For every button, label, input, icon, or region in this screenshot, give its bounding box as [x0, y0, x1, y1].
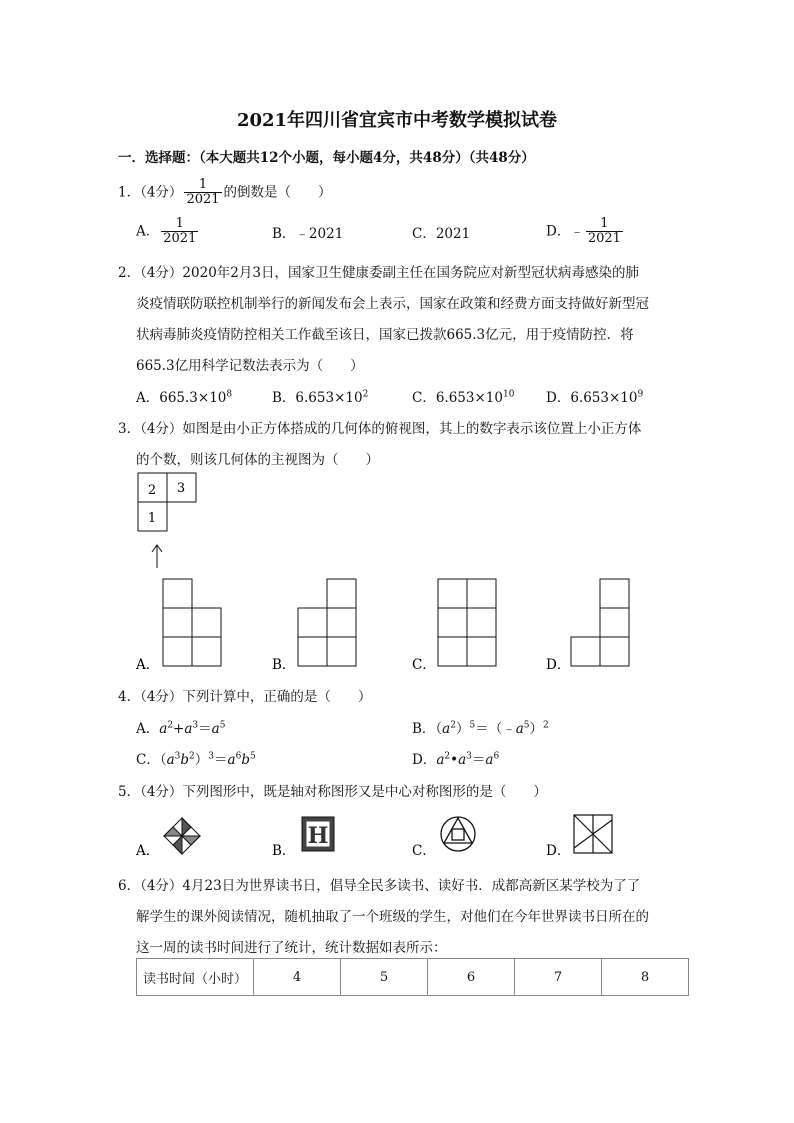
option-text: A．665.3×10: [136, 390, 227, 406]
exponent: 8: [226, 389, 233, 400]
table-cell: 6: [428, 959, 515, 996]
grid-value: 3: [176, 481, 186, 496]
page-title: 2021年四川省宜宾市中考数学模拟试卷: [236, 110, 558, 131]
table-cell: 4: [254, 959, 341, 996]
h-letter: H: [307, 823, 329, 849]
q1-option-c: C．2021: [412, 226, 471, 242]
table-cell: 5: [341, 959, 428, 996]
q5-option-a-label: A．: [136, 843, 160, 859]
question-6-line-3: 这一周的读书时间进行了统计，统计数据如表所示：: [136, 940, 447, 956]
option-text: D．6.653×10: [546, 390, 638, 406]
table-cell: 8: [602, 959, 689, 996]
fraction-numerator: 1: [184, 178, 221, 193]
question-2-line-1: 2．（4分）2020年2月3日，国家卫生健康委副主任在国务院应对新型冠状病毒感染的肺: [118, 265, 639, 281]
question-1-tail: 的倒数是（ ）: [223, 184, 332, 201]
question-2-line-4: 665.3亿用科学记数法表示为（ ）: [136, 358, 364, 374]
grid-value: 1: [147, 511, 157, 526]
q3-option-b-label: B．: [272, 657, 296, 673]
q3-option-c-label: C．: [412, 657, 436, 673]
option-label: A．: [136, 223, 160, 240]
fraction-numerator: 1: [586, 217, 623, 232]
q5-option-d-square-figure: [574, 815, 612, 853]
q1-option-b: B．﹣2021: [272, 226, 344, 242]
q5-option-b-label: B．: [272, 843, 296, 859]
option-text: C．6.653×10: [412, 390, 503, 406]
section-heading: 一．选择题：（本大题共12个小题，每小题4分，共48分）（共48分）: [118, 150, 535, 166]
exponent: 2: [362, 389, 369, 400]
question-3-line-2: 的个数，则该几何体的主视图为（ ）: [136, 452, 379, 468]
q4-option-d: D．$a^2•a^3=a^6$: [412, 751, 500, 768]
exponent: 10: [502, 389, 515, 400]
option-text: B．6.653×10: [272, 390, 363, 406]
reading-time-table: [136, 958, 689, 996]
q4-option-a: A．$a^2+a^3=a^5$: [136, 720, 226, 737]
q3-option-d-label: D．: [546, 657, 571, 673]
question-6-line-2: 解学生的课外阅读情况，随机抽取了一个班级的学生，对他们在今年世界读书日所在的: [136, 909, 649, 925]
question-4-stem: 4．（4分）下列计算中，正确的是（ ）: [118, 689, 372, 705]
q5-option-c-label: C．: [412, 843, 436, 859]
option-label: D．﹣: [546, 223, 584, 240]
table-row: [137, 959, 689, 996]
option-label: A．: [136, 721, 160, 737]
question-6-line-1: 6．（4分）4月23日为世界读书日，倡导全民多读书、读好书．成都高新区某学校为了了: [118, 878, 641, 894]
fraction-numerator: 1: [161, 217, 198, 232]
question-2-line-3: 状病毒肺炎疫情防控相关工作截至该日，国家已拨款665.3亿元，用于疫情防控．将: [136, 327, 634, 343]
fraction-denominator: 2021: [163, 231, 197, 247]
table-header-cell: 读书时间（小时）: [137, 959, 254, 996]
option-label: D．: [412, 752, 437, 768]
fraction-denominator: 2021: [186, 192, 220, 208]
question-3-line-1: 3．（4分）如图是由小正方体搭成的几何体的俯视图，其上的数字表示该位置上小正方体: [118, 421, 642, 437]
q3-option-a-label: A．: [136, 657, 160, 673]
option-label: B．: [412, 721, 436, 737]
option-label: C．: [136, 752, 160, 768]
q5-option-c-circle-figure: [441, 817, 475, 851]
q5-option-a-pinwheel-figure: [164, 818, 200, 854]
grid-value: 2: [147, 483, 157, 498]
question-2-line-2: 炎疫情联防联控机制举行的新闻发布会上表示，国家在政策和经费方面支持做好新型冠: [136, 296, 649, 312]
question-5-stem: 5．（4分）下列图形中，既是轴对称图形又是中心对称图形的是（ ）: [118, 784, 547, 800]
fraction-denominator: 2021: [587, 231, 621, 247]
q4-option-b: B．$(a^2)^5=(﹣a^5)^2$: [412, 720, 549, 737]
question-1-number: 1．（4分）: [118, 184, 183, 201]
q5-option-d-label: D．: [546, 843, 571, 859]
q4-option-c: C．$(a^3b^2)^3=a^6b^5$: [136, 751, 256, 768]
exponent: 9: [637, 389, 644, 400]
table-cell: 7: [515, 959, 602, 996]
